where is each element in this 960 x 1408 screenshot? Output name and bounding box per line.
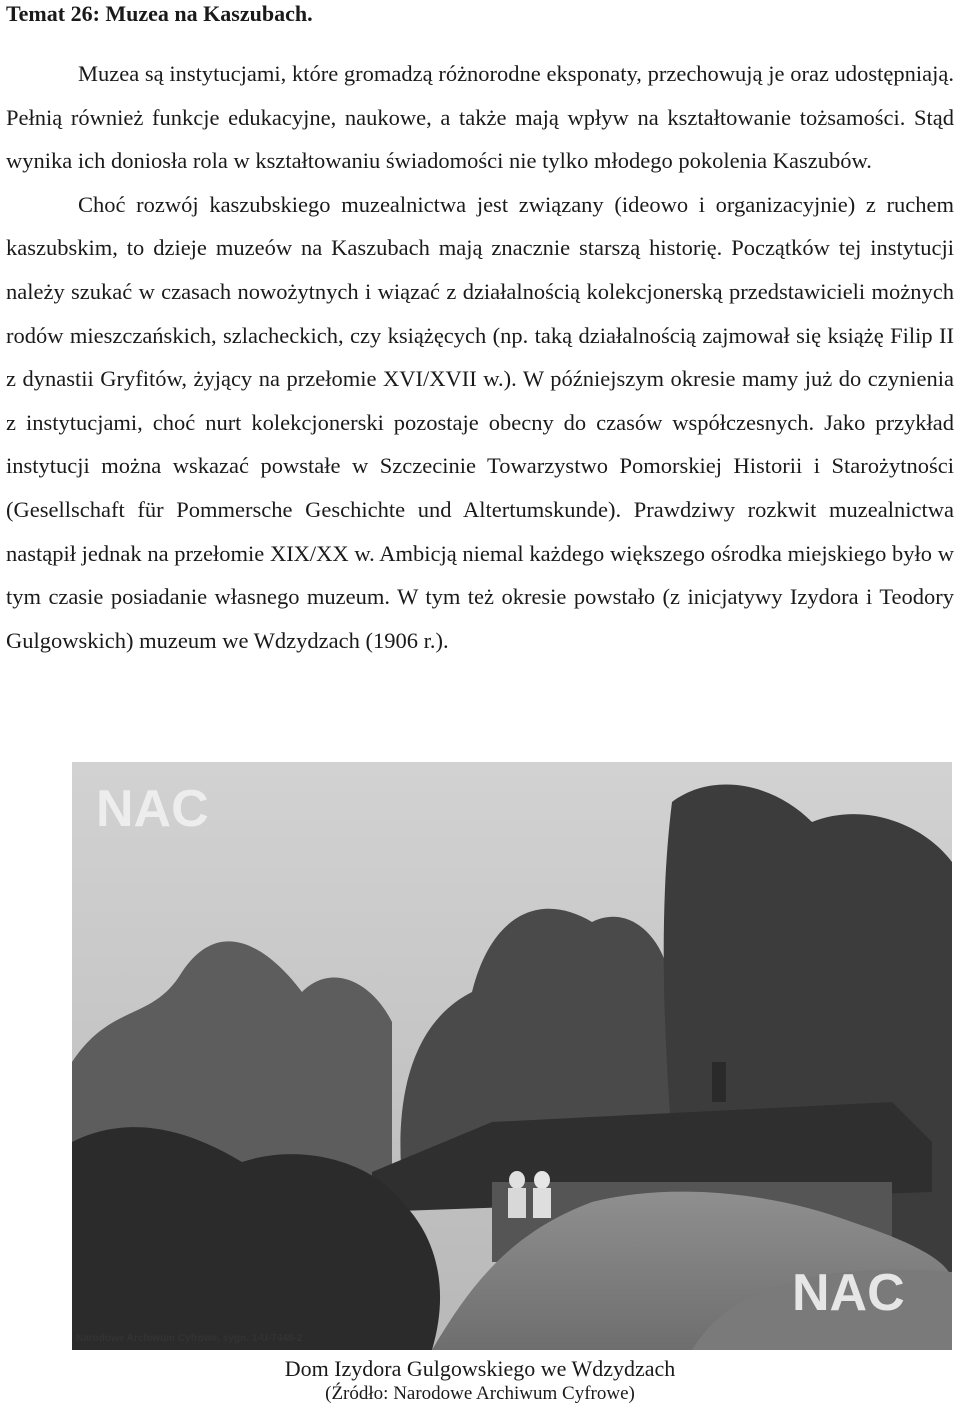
- paragraph-1: Muzea są instytucjami, które gromadzą różnorodne eksponaty, przechowują je oraz udostępniają. Pełnią również funkcje edukacyjne, naukowe, a także mają wpływ na kształtowanie tożsamości. Stąd wynika ich doniosła rola w kształtowaniu świadomości nie tylko młodego pokolenia Kaszubów.: [6, 61, 954, 174]
- figure-source: (Źródło: Narodowe Archiwum Cyfrowe): [325, 1383, 635, 1404]
- document-body: [6, 52, 954, 662]
- watermark-bottom: NAC: [792, 1264, 905, 1322]
- watermark-top: NAC: [96, 780, 209, 838]
- paragraph-2: Choć rozwój kaszubskiego muzealnictwa jest związany (ideowo i organizacyjnie) z ruchem kaszubskim, to dzieje muzeów na Kaszubach mają znacznie starszą historię. Początków tej instytucji należy szukać w czasach nowożytnych i wiązać z działalnością kolekcjonerską przedstawicieli możnych rodów mieszczańskich, szlacheckich, czy książęcych (np. taką działalnością zajmował się książę Filip II z dynastii Gryfitów, żyjący na przełomie XVI/XVII w.). W późniejszym okresie mamy już do czynienia z instytucjami, choć nurt kolekcjonerski pozostaje obecny do czasów współczesnych. Jako przykład instytucji można wskazać powstałe w Szczecinie Towarzystwo Pomorskiej Historii i Starożytności (Gesellschaft für Pommersche Geschichte und Altertumskunde). Prawdziwy rozkwit muzealnictwa nastąpił jednak na przełomie XIX/XX w. Ambicją niemal każdego większego ośrodka miejskiego było w tym czasie posiadanie własnego muzeum. W tym też okresie powstało (z inicjatywy Izydora i Teodory Gulgowskich) muzeum we Wdzydzach (1906 r.).: [6, 191, 954, 653]
- photo-illustration: [72, 762, 952, 1350]
- archival-photo: [72, 762, 952, 1350]
- figure-1-body: [508, 1188, 526, 1218]
- page-title: Temat 26: Muzea na Kaszubach.: [6, 1, 313, 26]
- archive-signature: Narodowe Archiwum Cyfrowe, sygn. 1-U-7448-2: [76, 1333, 303, 1344]
- figure-caption: Dom Izydora Gulgowskiego we Wdzydzach: [284, 1356, 676, 1381]
- figure-2: [534, 1171, 550, 1189]
- figure-2-body: [533, 1188, 551, 1218]
- figure-1: [509, 1171, 525, 1189]
- chimney: [712, 1062, 726, 1102]
